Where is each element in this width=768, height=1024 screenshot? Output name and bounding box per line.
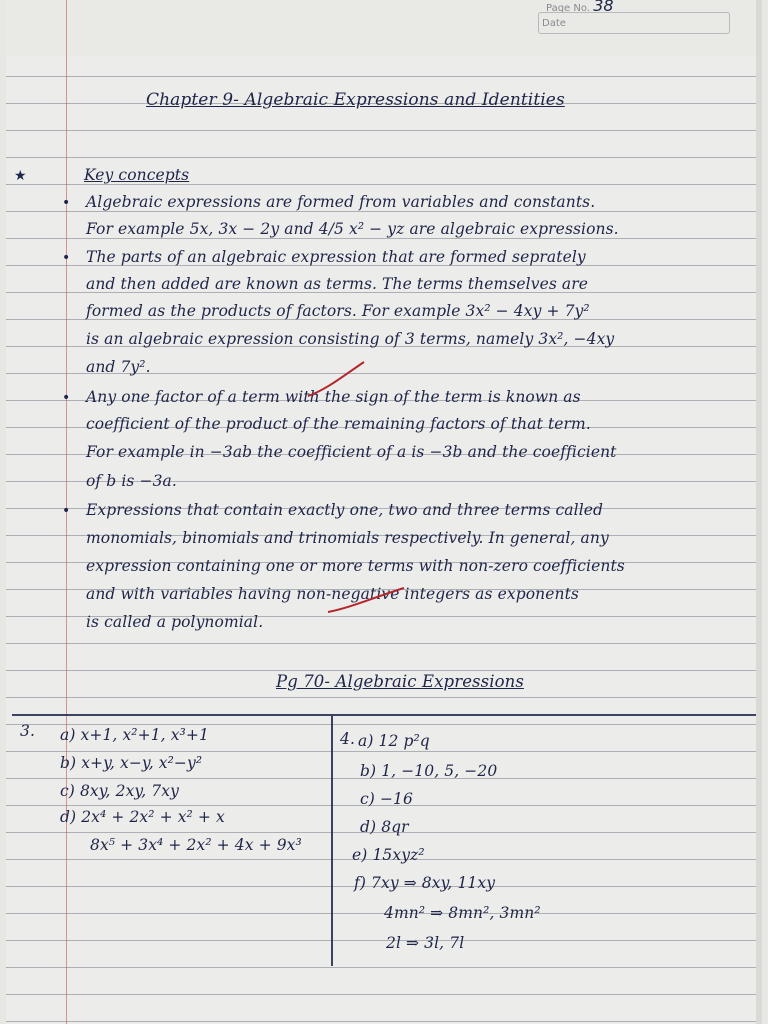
concept-line: of b is −3a. (86, 472, 177, 490)
concept-line: and 7y². (86, 358, 151, 376)
bullet-icon: • (62, 250, 71, 266)
answer-line: a) x+1, x²+1, x³+1 (60, 726, 209, 744)
concept-line: Any one factor of a term with the sign of the term is known as (86, 388, 581, 406)
concept-line: formed as the products of factors. For example 3x² − 4xy + 7y² (86, 302, 590, 320)
correction-mark-icon (306, 360, 366, 400)
concept-line: and then added are known as terms. The terms themselves are (86, 275, 589, 293)
answer-line: d) 8qr (360, 818, 409, 836)
answer-line: a) 12 p²q (358, 732, 430, 750)
table-column-divider (331, 716, 333, 966)
key-concepts-heading: Key concepts (84, 166, 190, 184)
concept-line: coefficient of the product of the remaining factors of that term. (86, 415, 591, 433)
chapter-title: Chapter 9- Algebraic Expressions and Identities (146, 90, 565, 110)
exercise-heading: Pg 70- Algebraic Expressions (276, 672, 524, 691)
question-number: 3. (20, 722, 35, 740)
concept-line: expression containing one or more terms with non-zero coefficients (86, 557, 625, 575)
bullet-icon: • (62, 503, 71, 519)
page-edge (756, 0, 762, 1024)
date-label: Date (542, 18, 566, 29)
bullet-icon: • (62, 390, 71, 406)
answer-line: d) 2x⁴ + 2x² + x² + x (60, 808, 225, 826)
concept-line: and with variables having non-negative integers as exponents (86, 585, 579, 603)
answer-line: b) 1, −10, 5, −20 (360, 762, 498, 780)
correction-mark-icon (326, 586, 406, 616)
answer-line: c) −16 (360, 790, 413, 808)
star-icon: ★ (14, 168, 27, 184)
date-box (538, 12, 730, 34)
answer-line: f) 7xy ⇒ 8xy, 11xy (354, 874, 496, 892)
page-number-label: Page No. 38 (546, 0, 614, 15)
concept-line: is called a polynomial. (86, 613, 264, 631)
bullet-icon: • (62, 195, 71, 211)
page-header (6, 0, 762, 56)
answer-line: 4mn² ⇒ 8mn², 3mn² (384, 904, 541, 922)
concept-line: monomials, binomials and trinomials respectively. In general, any (86, 529, 609, 547)
answer-line: c) 8xy, 2xy, 7xy (60, 782, 179, 800)
answer-line: e) 15xyz² (352, 846, 425, 864)
concept-line: The parts of an algebraic expression that are formed seprately (86, 248, 586, 266)
answer-line: b) x+y, x−y, x²−y² (60, 754, 203, 772)
concept-line: For example 5x, 3x − 2y and 4/5 x² − yz are algebraic expressions. (86, 220, 619, 238)
table-top-border (12, 714, 756, 716)
question-number: 4. (340, 730, 355, 748)
notebook-page (6, 0, 762, 1024)
answer-line: 2l ⇒ 3l, 7l (386, 934, 465, 952)
concept-line: For example in −3ab the coefficient of a is −3b and the coefficient (86, 443, 617, 461)
concept-line: Algebraic expressions are formed from variables and constants. (86, 193, 596, 211)
answer-line: 8x⁵ + 3x⁴ + 2x² + 4x + 9x³ (90, 836, 302, 854)
concept-line: Expressions that contain exactly one, two and three terms called (86, 501, 604, 519)
concept-line: is an algebraic expression consisting of 3 terms, namely 3x², −4xy (86, 330, 615, 348)
